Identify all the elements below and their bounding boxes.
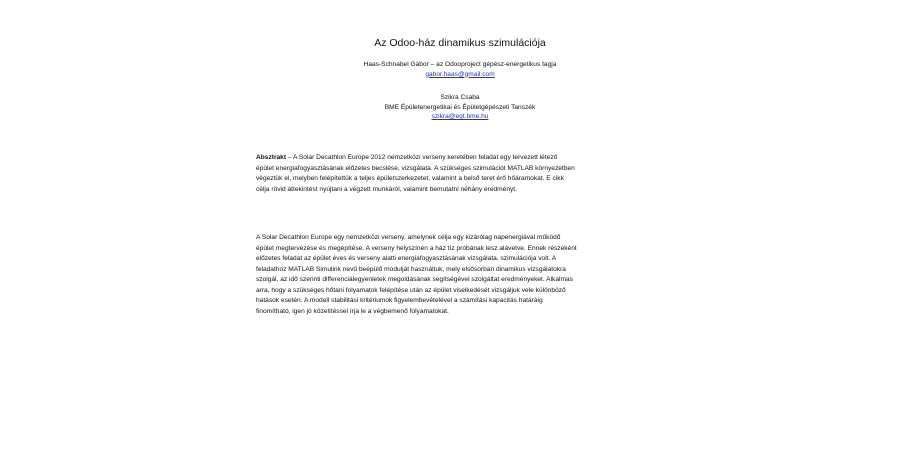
body-paragraph [256, 233, 681, 317]
abstract-label: Absztrakt [256, 154, 287, 161]
body-line-7: hatások esetén. A modell stabilitási kritériumok figyelembevételével a számítási kapacitás határáig [256, 297, 543, 304]
abstract-line-1 [256, 153, 681, 164]
paper-title: Az Odoo-ház dinamikus szimulációja [374, 37, 546, 49]
author-2-affiliation: BME Épületenergetikai és Épületgépészeti Tanszék [384, 103, 536, 111]
author-block-2 [0, 93, 920, 122]
body-line-1: A Solar Decathlon Europe egy nemzetközi verseny, amelynek célja egy kizárólag napenergiával működő [256, 234, 561, 241]
body-line-4: feladathoz MATLAB Simulink nevű beépülő modulját használtuk, mely elsősorban dinamikus vizsgálatokra [256, 265, 566, 273]
abstract-line-1-text: – A Solar Decathlon Europe 2012 nemzetközi verseny keretében feladat egy tervezett létező [286, 154, 558, 161]
author-2-name: Szikra Csaba [440, 94, 480, 101]
author-1-name: Haas-Schnabel Gábor – az Odooproject gépész-energetikus tagja [363, 61, 557, 68]
body-line-2: épület megtervezése és megépítése. A verseny helyszínén a ház tíz próbának lesz alávetve. Ennek részeként [256, 244, 577, 252]
abstract-line-3: végeztük el, melyben felépítettük a teljes épületszerkezetet, valamint a belső teret érő hőáramokat. E cikk [256, 175, 564, 182]
body-line-6: arra, hogy a szükséges hőtani folyamatok felépítése után az épület viselkedését vizsgáljuk vele különböző [256, 286, 566, 294]
author-2-email-link[interactable]: szikra@egt.bme.hu [431, 113, 489, 121]
body-line-5: szolgál, az idő szerinti differenciálegyenletek megoldásának segítségével szolgáltat eredményeket. Alkalmas [256, 276, 573, 283]
abstract-line-4: célja rövid áttekintést nyújtani a végzett munkáról, valamint bemutatni néhány eredményt. [256, 185, 517, 193]
author-1-email-link[interactable]: gabor.haas@gmail.com [425, 70, 495, 78]
author-block-1 [0, 60, 920, 79]
abstract-line-2: épület energiafogyasztásának előzetes becslése, vizsgálata. A szükséges szimulációt MATLAB környezetben [256, 164, 575, 172]
body-line-3: előzetes feladat az épület éves és verseny alatti energiafogyasztásának vizsgálata, szimulációja volt. A [256, 255, 557, 262]
body-line-8: finomítható, igen jó közelítéssel írja le a végbemenő folyamatokat. [256, 307, 449, 315]
abstract-paragraph [256, 153, 681, 195]
